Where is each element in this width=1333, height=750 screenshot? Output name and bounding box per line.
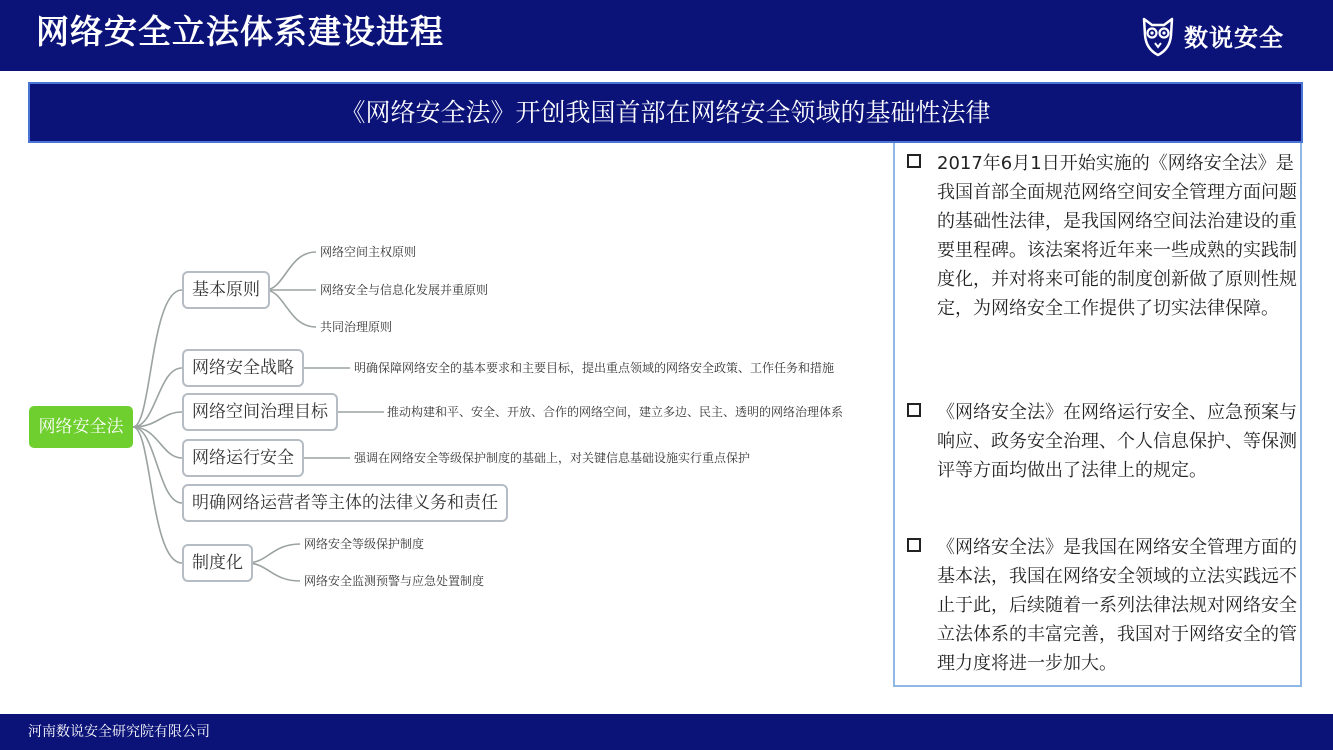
connector-root-branch-1 (133, 290, 182, 427)
branch-node-basic-principles: 基本原则 (182, 271, 270, 309)
square-bullet-icon (907, 154, 921, 168)
connector-root-branch-4 (133, 427, 182, 458)
branch-node-governance-goal: 网络空间治理目标 (182, 393, 338, 431)
logo-text: 数说安全 (1184, 23, 1284, 52)
summary-bullet-text: 《网络安全法》在网络运行安全、应急预案与响应、政务安全治理、个人信息保护、等保测评等方面均做出了法律上的规定。 (937, 402, 1297, 481)
connector-root-branch-6 (133, 427, 182, 563)
header-bar (0, 0, 1333, 71)
leaf-operation-detail: 强调在网络安全等级保护制度的基础上，对关键信息基础设施实行重点保护 (354, 451, 751, 465)
leaf-monitoring-emergency: 网络安全监测预警与应急处置制度 (304, 574, 485, 588)
connector-b6-leaf-1 (247, 544, 300, 563)
footer-bar (0, 714, 1333, 750)
branch-node-legal-obligations: 明确网络运营者等主体的法律义务和责任 (182, 484, 508, 522)
branch-node-strategy: 网络安全战略 (182, 349, 304, 387)
connector-b1-leaf-3 (265, 290, 316, 327)
branch-node-institutionalization: 制度化 (182, 544, 253, 582)
leaf-security-development-principle: 网络安全与信息化发展并重原则 (320, 283, 489, 297)
leaf-governance-detail: 推动构建和平、安全、开放、合作的网络空间，建立多边、民主、透明的网络治理体系 (387, 405, 844, 419)
mindmap (0, 143, 890, 623)
root-node: 网络安全法 (29, 406, 133, 448)
square-bullet-icon (907, 538, 921, 552)
summary-bullet-text: 2017年6月1日开始实施的《网络安全法》是我国首部全面规范网络空间安全管理方面问题的基础性法律，是我国网络空间法治建设的重要里程碑。该法案将近年来一些成熟的实践制度化，并对将来可能的制度创新做了原则性规定，为网络安全工作提供了切实法律保障。 (937, 153, 1297, 319)
banner-text: 《网络安全法》开创我国首部在网络安全领域的基础性法律 (340, 98, 991, 127)
mindmap-connectors (0, 143, 890, 623)
summary-bullet-text: 《网络安全法》是我国在网络安全管理方面的基本法，我国在网络安全领域的立法实践远不止于此，后续随着一系列法律法规对网络安全立法体系的丰富完善，我国对于网络安全的管理力度将进一步加大。 (937, 537, 1297, 674)
banner (28, 82, 1303, 143)
connector-root-branch-5 (133, 427, 182, 503)
owl-icon (1140, 13, 1176, 57)
footer-company: 河南数说安全研究院有限公司 (28, 724, 210, 740)
leaf-co-governance-principle: 共同治理原则 (320, 320, 393, 334)
branch-node-operation-security: 网络运行安全 (182, 439, 304, 477)
leaf-strategy-detail: 明确保障网络安全的基本要求和主要目标，提出重点领域的网络安全政策、工作任务和措施 (354, 361, 835, 375)
page-title: 网络安全立法体系建设进程 (36, 12, 444, 51)
leaf-graded-protection: 网络安全等级保护制度 (304, 537, 425, 551)
connector-b6-leaf-2 (247, 563, 300, 581)
brand-logo (1140, 12, 1284, 58)
leaf-sovereignty-principle: 网络空间主权原则 (320, 245, 417, 259)
summary-panel (893, 143, 1302, 687)
square-bullet-icon (907, 403, 921, 417)
connector-b1-leaf-1 (265, 252, 316, 290)
